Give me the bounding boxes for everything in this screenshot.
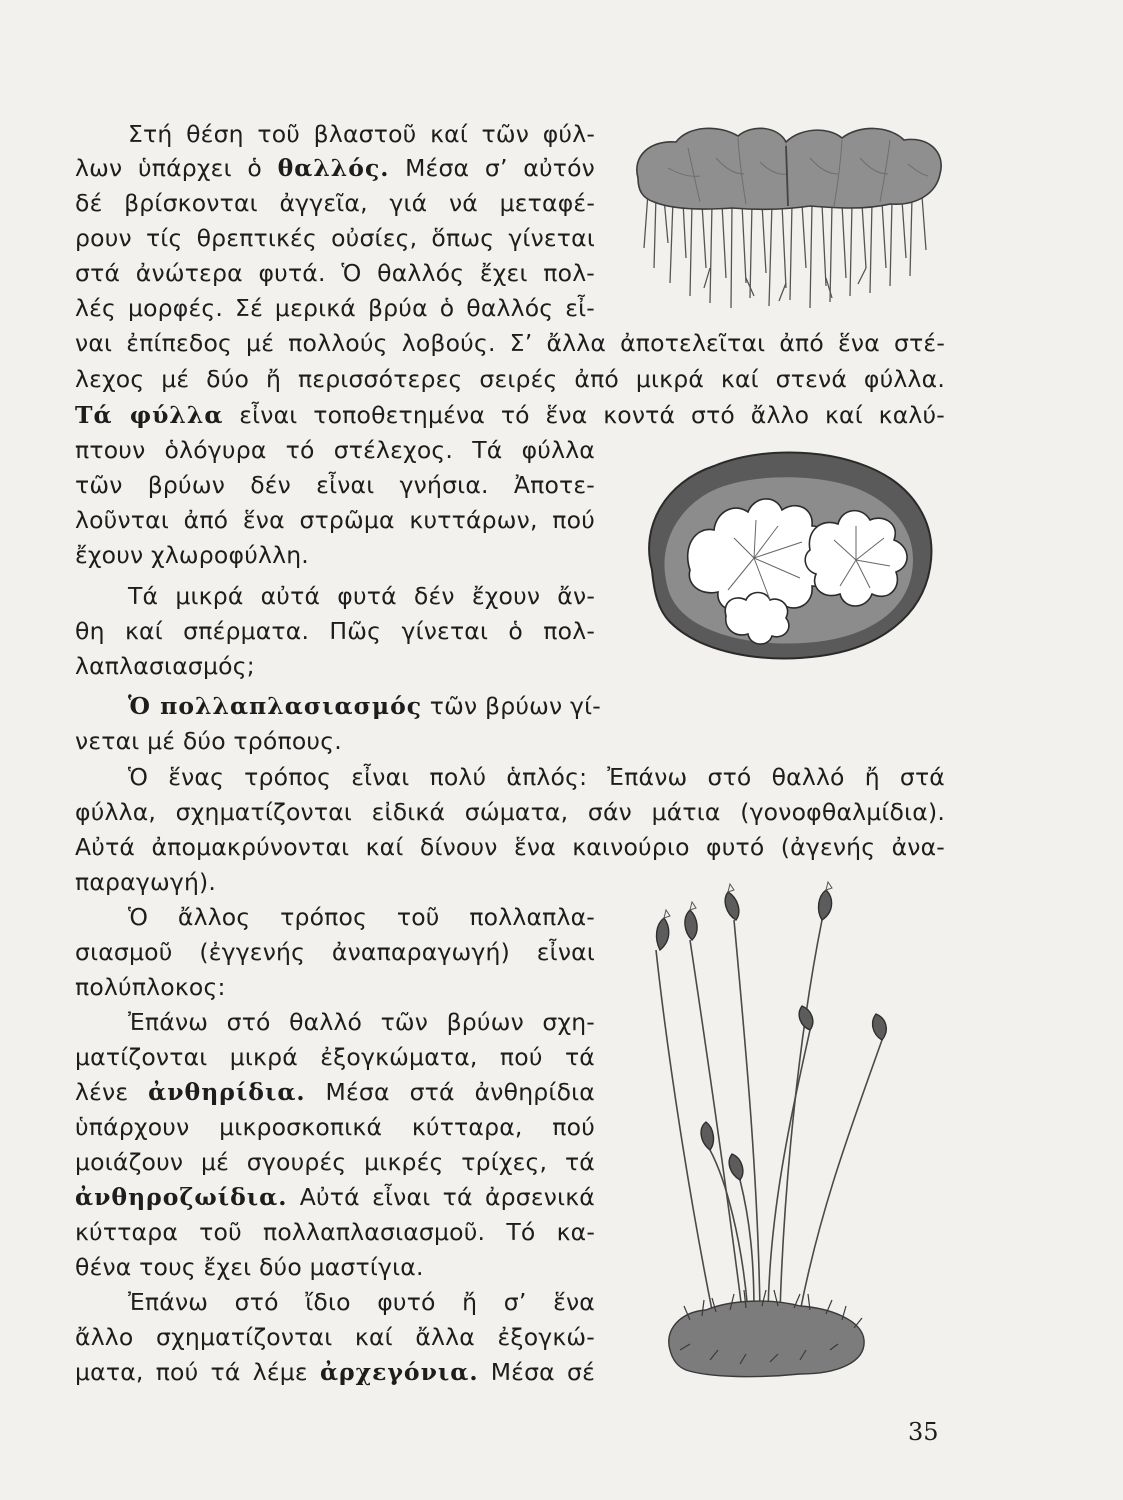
text-line: ὑπάρχουν μικροσκοπικά κύτταρα, πού: [75, 1113, 595, 1141]
text-line: ἔχουν χλωροφύλλη.: [75, 541, 309, 569]
thallus-liverwort-illustration: [628, 118, 948, 313]
text-line: παραγωγή).: [75, 868, 217, 896]
rosette-thallus-illustration: [630, 430, 950, 670]
text-line: λαπλασιασμός;: [75, 652, 255, 680]
text-line: σιασμοῦ (ἐγγενής ἀναπαραγωγή) εἶναι: [75, 938, 595, 966]
text-line: λεχος μέ δύο ἤ περισσότερες σειρές ἀπό μικρά καί στενά φύλλα.: [75, 365, 945, 393]
text-line: ρουν τίς θρεπτικές οὐσίες, ὅπως γίνεται: [75, 224, 595, 252]
text-line: λένε ἀνθηρίδια. Μέσα στά ἀνθηρίδια: [75, 1078, 595, 1106]
text-line: τῶν βρύων δέν εἶναι γνήσια. Ἀποτε-: [75, 471, 595, 499]
text-line: ματα, πού τά λέμε ἀρχεγόνια. Μέσα σέ: [75, 1358, 595, 1386]
term-thallus: θαλλός.: [277, 154, 390, 182]
text-line: λές μορφές. Σέ μερικά βρύα ὁ θαλλός εἶ-: [75, 294, 595, 322]
text-line: ματίζονται μικρά ἐξογκώματα, πού τά: [75, 1043, 595, 1071]
text-line: ἄλλο σχηματίζονται καί ἄλλα ἐξογκώ-: [75, 1323, 595, 1351]
text-line: ναι ἐπίπεδος μέ πολλούς λοβούς. Σ’ ἄλλα ἀποτελεῖται ἀπό ἕνα στέ-: [75, 329, 945, 357]
text-line: θένα τους ἔχει δύο μαστίγια.: [75, 1253, 424, 1281]
text-line: νεται μέ δύο τρόπους.: [75, 727, 342, 755]
text-line: μοιάζουν μέ σγουρές μικρές τρίχες, τά: [75, 1148, 595, 1176]
text-line: Τά μικρά αὐτά φυτά δέν ἔχουν ἄν-: [128, 582, 595, 610]
text-line: λοῦνται ἀπό ἕνα στρῶμα κυττάρων, πού: [75, 506, 595, 534]
text-line: Τά φύλλα εἶναι τοποθετημένα τό ἕνα κοντά στό ἄλλο καί καλύ-: [75, 401, 945, 429]
text-line: Ὁ πολλαπλασιασμός τῶν βρύων γί-: [128, 692, 601, 720]
text-line: Ὁ ἕνας τρόπος εἶναι πολύ ἁπλός: Ἐπάνω στό θαλλό ἤ στά: [128, 763, 945, 791]
text-line: πτουν ὁλόγυρα τό στέλεχος. Τά φύλλα: [75, 436, 595, 464]
text-line: Ὁ ἄλλος τρόπος τοῦ πολλαπλα-: [128, 903, 595, 931]
moss-sporophyte-illustration: [650, 880, 920, 1380]
text-line: φύλλα, σχηματίζονται εἰδικά σώματα, σάν μάτια (γονοφθαλμίδια).: [75, 798, 945, 826]
text-line: στά ἀνώτερα φυτά. Ὁ θαλλός ἔχει πολ-: [75, 259, 595, 287]
term-leaves: Τά φύλλα: [75, 401, 224, 429]
text-line: ἀνθηροζωίδια. Αὐτά εἶναι τά ἀρσενικά: [75, 1183, 595, 1211]
text-line: κύτταρα τοῦ πολλαπλασιασμοῦ. Τό κα-: [75, 1218, 595, 1246]
term-multiplication: Ὁ πολλαπλασιασμός: [128, 692, 423, 720]
page-number: 35: [908, 1418, 939, 1446]
text-line: πολύπλοκος:: [75, 973, 226, 1001]
text-line: λων ὑπάρχει ὁ θαλλός. Μέσα σ’ αὐτόν: [75, 154, 595, 182]
text-line: Αὐτά ἀπομακρύνονται καί δίνουν ἕνα καινούριο φυτό (ἀγενής ἀνα-: [75, 833, 945, 861]
text-line: Στή θέση τοῦ βλαστοῦ καί τῶν φύλ-: [128, 120, 595, 148]
text-line: δέ βρίσκονται ἀγγεῖα, γιά νά μεταφέ-: [75, 189, 595, 217]
term-archegonia: ἀρχεγόνια.: [319, 1358, 479, 1386]
text-line: θη καί σπέρματα. Πῶς γίνεται ὁ πολ-: [75, 617, 595, 645]
text-line: Ἐπάνω στό θαλλό τῶν βρύων σχη-: [128, 1008, 595, 1036]
text-line: Ἐπάνω στό ἴδιο φυτό ἤ σ’ ἕνα: [128, 1288, 595, 1316]
term-antherozoids: ἀνθηροζωίδια.: [75, 1183, 288, 1211]
term-antheridia: ἀνθηρίδια.: [148, 1078, 306, 1106]
